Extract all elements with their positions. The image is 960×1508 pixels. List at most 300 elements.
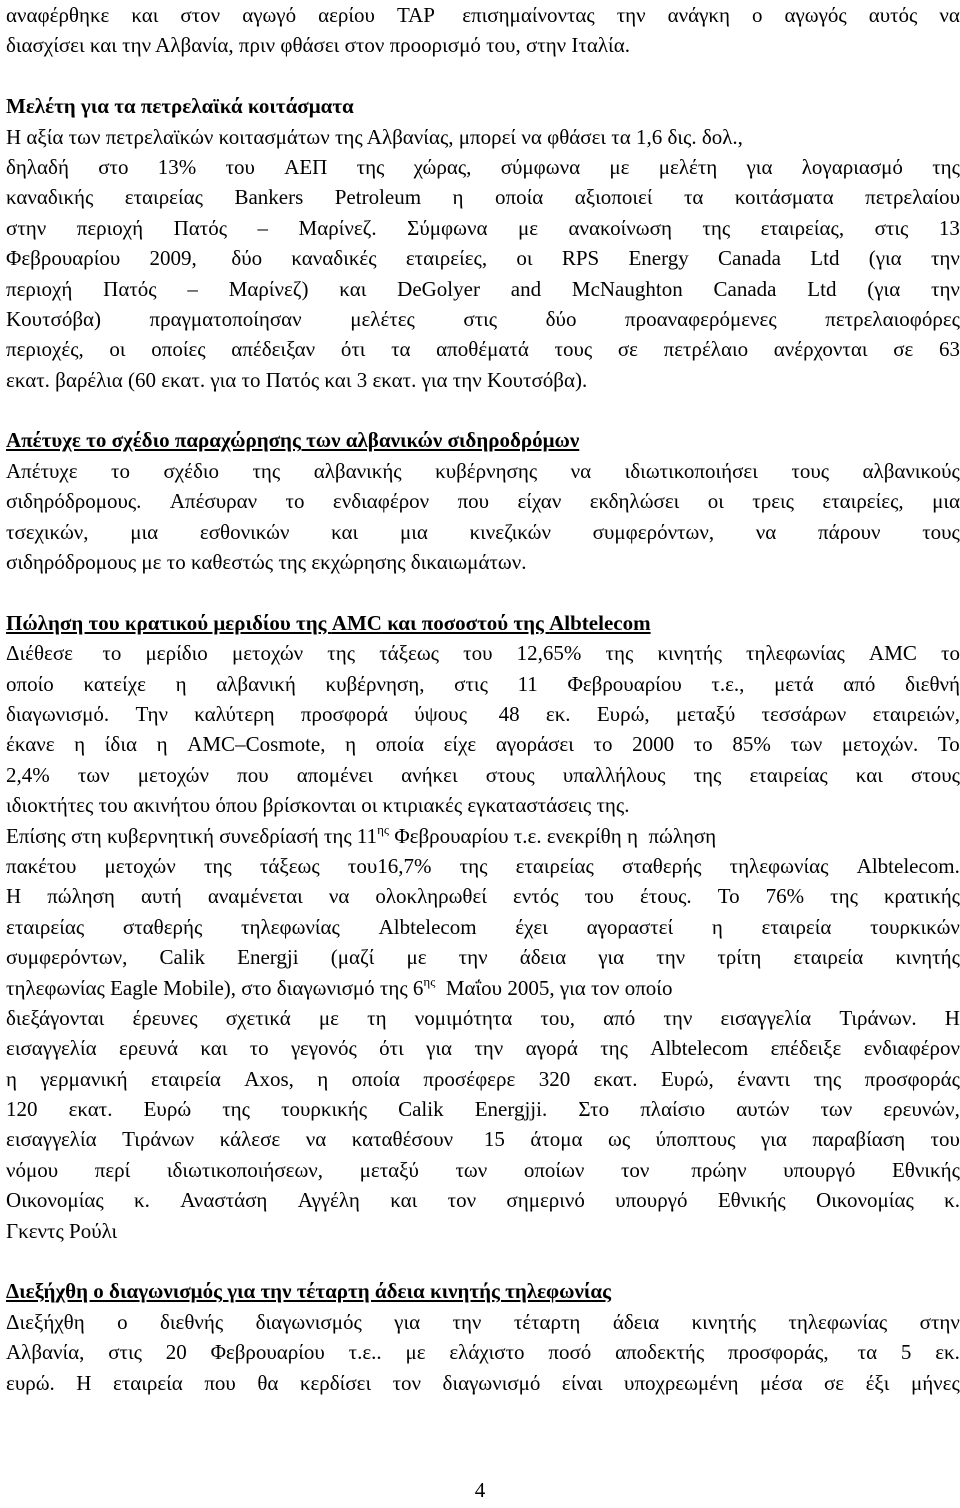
section-heading-oil: Μελέτη για τα πετρελαϊκά κοιτάσματα [6, 94, 354, 119]
word: κατείχε [83, 671, 146, 696]
word: με [609, 154, 630, 179]
word: στην [919, 1309, 960, 1334]
word: ο [752, 3, 763, 27]
word: την [656, 945, 686, 970]
word: 76% [765, 884, 805, 909]
word: 320 [538, 1066, 571, 1091]
word: να [305, 1127, 327, 1152]
word: (για [867, 276, 901, 301]
word: Σύμφωνα [407, 215, 488, 240]
word: αυτών [736, 1097, 790, 1122]
word: να [570, 458, 592, 483]
word: 5 [900, 1340, 912, 1365]
word: λογαριασμό [801, 154, 903, 179]
text-line: Η αξία των πετρελαϊκών κοιτασμάτων της Αλβανίας, μπορεί να φθάσει τα 1,6 δις. δολ., [6, 124, 743, 149]
word: εταιρεία [112, 1370, 183, 1395]
word: Η [6, 884, 22, 909]
word: δύο [226, 246, 263, 271]
word: ύποπτους [655, 1127, 736, 1152]
justified-line [6, 729, 960, 759]
word: του [225, 154, 255, 179]
word: στον [180, 3, 221, 27]
word: ότι [340, 337, 366, 362]
word: Απέσυραν [169, 489, 258, 514]
justified-line [6, 456, 960, 486]
word: αλβανικής [313, 458, 402, 483]
word: μια [932, 489, 960, 514]
word: Οικονομίας [816, 1188, 914, 1213]
word: οι [516, 246, 533, 271]
word: Μαρίνεζ. [298, 215, 377, 240]
word: έχει [515, 914, 548, 939]
word: την [452, 1309, 482, 1334]
word: Albtelecom [378, 914, 477, 939]
word: Ltd [810, 246, 840, 271]
justified-line [6, 760, 960, 790]
superscript: ης [377, 821, 390, 837]
word: πετρελαιοφόρες [825, 306, 960, 331]
word: η [452, 185, 464, 210]
word: τ.ε., [711, 671, 745, 696]
word: Μαρίνεζ) [228, 276, 309, 301]
word: προσφοράς [864, 1066, 960, 1091]
word: η [317, 1066, 329, 1091]
word: αγοραστεί [586, 914, 674, 939]
word: προσέφερε [423, 1066, 516, 1091]
last-line: Γκεντς Ρούλι [6, 1218, 118, 1243]
word: η [74, 732, 86, 757]
word: είχε [443, 732, 477, 757]
word: Απέτυχε [6, 458, 78, 483]
word: επέδειξε [770, 1036, 842, 1061]
word: εισαγγελία [6, 1127, 97, 1152]
word: εταιρείας [6, 914, 85, 939]
word: Αναστάση [180, 1188, 268, 1213]
justified-line [6, 243, 960, 273]
word: τηλεφωνίας [746, 641, 845, 666]
justified-line [6, 1368, 960, 1398]
word: με [406, 945, 427, 970]
word: and [510, 276, 542, 301]
word: μια [130, 519, 159, 544]
word: Τιράνων. [839, 1005, 917, 1030]
word: επισημαίνοντας [456, 3, 595, 27]
word: ανάγκη [667, 3, 730, 27]
word: μετοχών [137, 762, 209, 787]
word: Αλβανία, [6, 1340, 85, 1365]
word: την [616, 3, 646, 27]
word: σταθερής [122, 914, 203, 939]
word: σχετικά [225, 1005, 291, 1030]
word: νομιμότητα [414, 1005, 513, 1030]
word: αερίου [318, 3, 375, 27]
word: το [941, 641, 960, 666]
word: το [97, 641, 122, 666]
word: σιδηρόδρομους. [6, 489, 142, 514]
word: τα [852, 1340, 878, 1365]
word: ο [117, 1309, 128, 1334]
word: τηλεφωνίας [241, 914, 340, 939]
word: Bankers [234, 185, 304, 210]
word: τη [367, 1005, 387, 1030]
word: σταθερής [622, 853, 702, 878]
word: κρατικής [883, 884, 960, 909]
justified-line [6, 334, 960, 364]
word: τ.ε.. [348, 1340, 382, 1365]
word: αξιοποιεί [574, 185, 653, 210]
word: να [755, 519, 777, 544]
word: Η [76, 1370, 92, 1395]
word: προσφορά [300, 701, 388, 726]
section-heading-rail: Απέτυχε το σχέδιο παραχώρησης των αλβανικών σιδηροδρόμων [6, 428, 580, 453]
section-heading-amc [6, 608, 960, 638]
word: έναντι [737, 1066, 791, 1091]
word: τα [391, 337, 411, 362]
word: άδεια [612, 1309, 660, 1334]
word: τον [620, 1157, 650, 1182]
word: των [77, 762, 110, 787]
word: ως [608, 1127, 631, 1152]
word: έκανε [6, 732, 55, 757]
word: για [394, 1309, 421, 1334]
word: να [939, 3, 960, 27]
word: της [600, 1036, 628, 1061]
word: κινητής [895, 945, 960, 970]
word: Η [944, 1005, 960, 1030]
word: τέταρτη [513, 1309, 581, 1334]
word: μετοχών [104, 853, 176, 878]
word: στις [463, 306, 498, 331]
justified-line [6, 881, 960, 911]
paragraph-gap [6, 61, 960, 91]
word: παραβίαση [812, 1127, 906, 1152]
word: την [931, 276, 960, 301]
word: κ. [944, 1188, 960, 1213]
word: του [930, 1127, 960, 1152]
word: μετοχών. [841, 732, 919, 757]
word: Φεβρουαρίου [567, 671, 682, 696]
word: – [257, 215, 269, 240]
word: 20 [165, 1340, 187, 1365]
word: Ευρώ, [596, 701, 650, 726]
word: Energjji. [474, 1097, 548, 1122]
word: AMC [869, 641, 917, 666]
word: αγοράσει [495, 732, 574, 757]
word: ενδιαφέρον [332, 489, 430, 514]
word: αγωγό [242, 3, 297, 27]
word: της [693, 762, 722, 787]
word: ανήκει [401, 762, 458, 787]
word: ανέρχονται [773, 337, 868, 362]
word: εκδηλώσει [589, 489, 680, 514]
justified-line [6, 517, 960, 547]
word: σημερινό [506, 1188, 585, 1213]
word: η [711, 914, 723, 939]
word: της [459, 853, 488, 878]
justified-line [6, 152, 960, 182]
word: περιοχή [6, 276, 73, 301]
justified-line [6, 638, 960, 668]
word: τεσσάρων [761, 701, 847, 726]
word: (για [868, 246, 902, 271]
word: το [285, 489, 305, 514]
word: μετοχών [231, 641, 304, 666]
word: το [111, 458, 130, 483]
word: εταιρειών, [872, 701, 960, 726]
justified-line [6, 1307, 960, 1337]
word: Ltd [807, 276, 837, 301]
word: πετρέλαιο [663, 337, 749, 362]
word: μέσα [760, 1370, 803, 1395]
word: αποδεκτής [615, 1340, 705, 1365]
word: απομένει [296, 762, 373, 787]
word: DeGolyer [397, 276, 480, 301]
word: οποίες [151, 337, 206, 362]
word: συμφερόντων, [6, 945, 128, 970]
word: σε [893, 337, 914, 362]
word: διεξάγονται [6, 1005, 105, 1030]
word: εταιρείας [124, 185, 203, 210]
word: την [930, 246, 960, 271]
justified-line [6, 0, 960, 30]
word: ολοκληρωθεί [375, 884, 487, 909]
word: ότι [379, 1036, 404, 1061]
word: Ευρώ, [660, 1066, 714, 1091]
word: αυτός [868, 3, 918, 27]
word: μερίδιο [145, 641, 208, 666]
word: με [517, 215, 539, 240]
word: Τιράνων [122, 1127, 195, 1152]
justified-line [6, 1094, 960, 1124]
word: 48 [493, 701, 520, 726]
word: μια [399, 519, 428, 544]
word: κυβέρνησης [435, 458, 538, 483]
justified-line [6, 912, 960, 942]
word: Calik [159, 945, 206, 970]
word: από [843, 671, 876, 696]
word: και [331, 519, 359, 544]
rail-section [6, 425, 960, 577]
word: της [813, 1066, 842, 1091]
word: οποίο [6, 671, 54, 696]
justified-line [6, 1124, 960, 1154]
word: 120 [6, 1097, 38, 1122]
word: για [760, 1127, 787, 1152]
word: ποσό [548, 1340, 592, 1365]
justified-line [6, 1003, 960, 1033]
word: ευρώ. [6, 1370, 55, 1395]
word: πραγματοποίησαν [149, 306, 302, 331]
word: Διέθεσε [6, 641, 73, 666]
word: απέδειξαν [231, 337, 316, 362]
word: 12,65% [516, 641, 582, 666]
word: Το [937, 732, 960, 757]
word: συμφερόντων, [592, 519, 715, 544]
word: Petroleum [334, 185, 422, 210]
word: εταιρεία [793, 945, 864, 970]
word: καλύτερη [194, 701, 275, 726]
heading-part: Πώληση του κρατικού μεριδίου της [6, 610, 332, 635]
word: εταιρείες, [405, 246, 488, 271]
word: την [458, 945, 488, 970]
word: μετά [774, 671, 814, 696]
word: νόμου [6, 1157, 59, 1182]
heading-part: Albtelecom [549, 610, 651, 635]
word: κυβέρνηση, [325, 671, 425, 696]
paragraph-gap [6, 577, 960, 607]
word: για [598, 945, 625, 970]
word: της [203, 853, 232, 878]
word: εκ. [545, 701, 571, 726]
section-heading-tender: Διεξήχθη ο διαγωνισμός για την τέταρτη άδεια κινητής τηλεφωνίας [6, 1279, 611, 1304]
word: AMC–Cosmote, [187, 732, 326, 757]
word: 15 [478, 1127, 505, 1152]
word: Αγγέλη [297, 1188, 360, 1213]
word: πλαίσιο [640, 1097, 706, 1122]
word: 13% [157, 154, 197, 179]
word: Energji [237, 945, 299, 970]
word: Φεβρουαρίου [210, 1340, 325, 1365]
word: δηλαδή [6, 154, 69, 179]
word: Εθνικής [717, 1188, 786, 1213]
word: καναδικές [291, 246, 377, 271]
justified-line [6, 942, 960, 972]
word: κάλεσε [219, 1127, 281, 1152]
justified-line [6, 486, 960, 516]
word: 2000 [632, 732, 675, 757]
word: ιδιωτικοποιήσεων, [166, 1157, 324, 1182]
word: γεγονός [291, 1036, 357, 1061]
justified-line [6, 304, 960, 334]
word: Πατός [173, 215, 228, 240]
heading-part: και ποσοστού της [381, 610, 550, 635]
word: Την [135, 701, 168, 726]
word: εταιρείας [515, 853, 594, 878]
justified-line [6, 1185, 960, 1215]
word: Πατός [103, 276, 157, 301]
word: πώληση [47, 884, 115, 909]
word: της [605, 641, 634, 666]
word: περί [94, 1157, 131, 1182]
word: 11 [517, 671, 538, 696]
oil-section [6, 91, 960, 395]
superscript: ης [423, 973, 436, 989]
word: γερμανική [40, 1066, 128, 1091]
word: τηλεφωνίας [788, 1309, 888, 1334]
word: οποία [495, 185, 544, 210]
last-line: ιδιοκτήτες του ακινήτου όπου βρίσκονται οι κτιριακές εγκαταστάσεις της. [6, 793, 630, 818]
word: της [830, 884, 858, 909]
word: Albtelecom [650, 1036, 749, 1061]
word: στους [911, 762, 960, 787]
word: τάξεως [379, 641, 439, 666]
word: εισαγγελία [6, 1036, 97, 1061]
word: διαγωνισμό [442, 1370, 541, 1395]
word: δύο [545, 306, 577, 331]
word: σε [617, 337, 638, 362]
word: τους [922, 519, 960, 544]
word: – [187, 276, 198, 301]
word: Οικονομίας [6, 1188, 104, 1213]
word: για [746, 154, 773, 179]
word: εταιρείες, [822, 489, 904, 514]
word: ιδιωτικοποιήσει [624, 458, 758, 483]
word: Φεβρουαρίου [6, 246, 121, 271]
word: Calik [398, 1097, 444, 1122]
word: σε [823, 1370, 845, 1395]
word: εταιρείας, [760, 215, 845, 240]
word: 85% [732, 732, 771, 757]
word: μεταξύ [359, 1157, 419, 1182]
word: αναφέρθηκε [6, 3, 110, 27]
word: τηλεφωνίας [729, 853, 829, 878]
word: τον [447, 1188, 477, 1213]
word: εντός [512, 884, 559, 909]
word: αγωγός [784, 3, 847, 27]
word: Στο [578, 1097, 610, 1122]
word: της [222, 1097, 250, 1122]
word: των [455, 1157, 488, 1182]
last-line: διασχίσει και την Αλβανία, πριν φθάσει στον προορισμό του, στην Ιταλία. [6, 33, 630, 58]
word: το [693, 732, 713, 757]
justified-line [6, 699, 960, 729]
word: Εθνικής [891, 1157, 960, 1182]
word: Διεξήχθη [6, 1309, 85, 1334]
word: μελέτη [658, 154, 718, 179]
word: των [820, 1097, 853, 1122]
word: τάξεως [259, 853, 320, 878]
justified-line [6, 182, 960, 212]
word: σχέδιο [163, 458, 219, 483]
word: η [6, 1066, 17, 1091]
word: τα [683, 185, 704, 210]
word: καταθέσουν [351, 1127, 454, 1152]
word: και [131, 3, 159, 27]
word: καναδικής [6, 185, 94, 210]
word: του, [540, 1005, 575, 1030]
word: με [405, 1340, 426, 1365]
word: το [593, 732, 613, 757]
word: ανακοίνωση [568, 215, 672, 240]
word: ύψους [414, 701, 468, 726]
word: εισαγγελία [720, 1005, 812, 1030]
word: των [790, 732, 823, 757]
word: που [457, 489, 490, 514]
word: εκατ. [68, 1097, 113, 1122]
word: κερδίσει [299, 1370, 372, 1395]
justified-line [6, 1064, 960, 1094]
word: στις [874, 215, 909, 240]
word: της [252, 458, 281, 483]
line-with-superscript [6, 973, 960, 1003]
word: στις [108, 1340, 142, 1365]
word: κινεζικών [469, 519, 551, 544]
justified-line [6, 1033, 960, 1063]
word: TAP [396, 3, 435, 27]
word: RPS [561, 246, 600, 271]
word: Axos, [244, 1066, 294, 1091]
last-line: σιδηρόδρομους με το καθεστώς της εκχώρησης δικαιωμάτων. [6, 550, 527, 575]
justified-line [6, 274, 960, 304]
word: από [603, 1005, 636, 1030]
word: μήνες [910, 1370, 960, 1395]
intro-paragraph [6, 0, 960, 61]
word: χώρας, [413, 154, 472, 179]
word: της [702, 215, 731, 240]
word: πετρελαίου [865, 185, 960, 210]
word: είναι [561, 1370, 603, 1395]
line-with-superscript [6, 821, 960, 851]
